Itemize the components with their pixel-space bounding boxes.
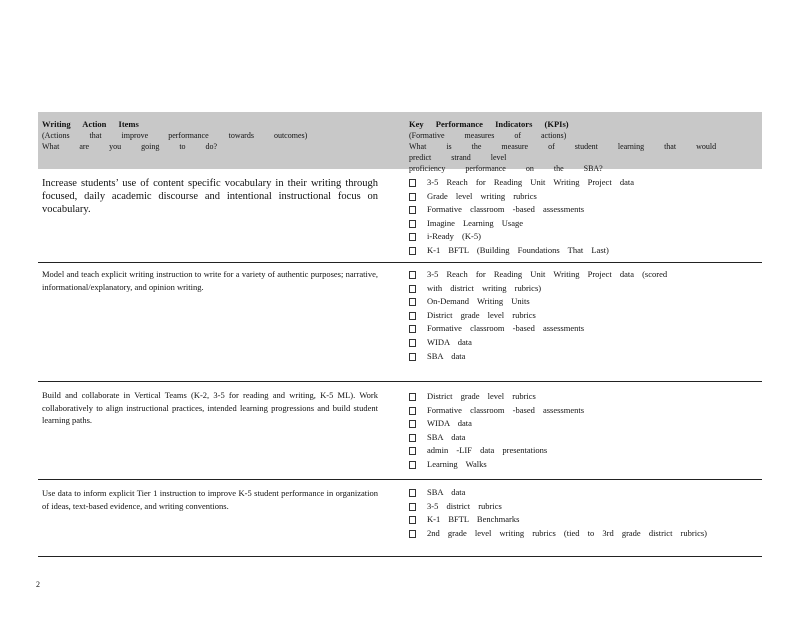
list-item [409,404,759,418]
checkbox-icon [409,325,416,333]
checkbox-icon [409,353,416,361]
checkbox-icon [409,407,416,415]
checkbox-icon [409,193,416,201]
checkbox-icon [409,530,416,538]
kpi-text: On-Demand Writing Units [427,296,530,307]
list-item [409,268,759,282]
list-item [409,217,759,231]
kpi-text: Formative classroom -based assessments [427,323,585,334]
checkbox-icon [409,179,416,187]
list-item [409,500,759,514]
header-action-sub2: What are you going to do? [42,142,218,151]
kpi-text: Imagine Learning Usage [427,217,524,228]
header-kpi-sub3: proficiency performance on the SBA? [409,164,603,173]
kpi-list [409,268,759,363]
kpi-text: WIDA data [427,418,472,429]
list-item [409,190,759,204]
checkbox-icon [409,339,416,347]
checkbox-icon [409,461,416,469]
list-item [409,322,759,336]
kpi-text: District grade level rubrics [427,391,536,401]
header-kpi-sub1: (Formative measures of actions) [409,131,567,140]
checkbox-icon [409,285,416,293]
list-item [409,417,759,431]
kpi-text: District grade level rubrics [427,309,536,320]
checkbox-icon [409,434,416,442]
list-item [409,282,759,296]
table-header [38,112,762,173]
header-action-title: Writing Action Items [42,119,139,129]
kpi-table [38,112,762,557]
header-kpi-sub2: What is the measure of student learning that would predict strand level [409,142,717,162]
checkbox-icon [409,247,416,255]
kpi-text: 3-5 district rubrics [427,500,502,511]
checkbox-icon [409,298,416,306]
list-item [409,336,759,350]
list-item [409,527,759,541]
checkbox-icon [409,312,416,320]
list-item [409,176,759,190]
kpi-text: K-1 BFTL Benchmarks [427,514,520,525]
checkbox-icon [409,206,416,214]
header-action-items [42,119,372,152]
list-item [409,444,759,458]
kpi-text: WIDA data [427,336,472,347]
header-kpis [409,119,749,174]
checkbox-icon [409,220,416,228]
list-item [409,513,759,527]
kpi-list [409,486,759,540]
action-item-text: Use data to inform explicit Tier 1 instruction to improve K-5 student performance in organization of ideas, text-based evidence, and writing conventions. [42,488,378,511]
page-number: 2 [36,580,40,589]
kpi-text: 3-5 Reach for Reading Unit Writing Project data (scored [427,269,668,279]
kpi-text: Formative classroom -based assessments [427,204,585,215]
checkbox-icon [409,489,416,497]
kpi-text: Grade level writing rubrics [427,190,537,201]
action-item-text: Build and collaborate in Vertical Teams (K-2, 3-5 for reading and writing, K-5 ML). Work collaboratively to align instructional practices, intended learning progressions and build student learning paths. [42,390,378,425]
kpi-text: Learning Walks [427,458,487,469]
kpi-text: SBA data [427,431,466,442]
kpi-text: K-1 BFTL (Building Foundations That Last) [427,244,609,255]
list-item [409,309,759,323]
kpi-text: i-Ready (K-5) [427,231,481,242]
checkbox-icon [409,447,416,455]
list-item [409,230,759,244]
table-row [38,382,762,480]
checkbox-icon [409,516,416,524]
kpi-text: 3-5 Reach for Reading Unit Writing Project data [427,177,634,187]
table-row [38,263,762,382]
list-item [409,203,759,217]
list-item [409,390,759,404]
list-item [409,458,759,472]
kpi-text: admin -LIF data presentations [427,445,548,456]
kpi-list [409,176,759,258]
list-item [409,244,759,258]
action-item-text: Increase students’ use of content specific vocabulary in their writing through focused, daily academic discourse and intentional instructional focus on vocabulary. [42,178,378,215]
table-row [38,169,762,263]
header-kpi-title: Key Performance Indicators (KPIs) [409,119,569,129]
action-item-text: Model and teach explicit writing instruction to write for a variety of authentic purposes; narrative, informational/explanatory, and opinion writing. [42,269,378,292]
header-action-sub1: (Actions that improve performance towards outcomes) [42,131,308,140]
table-row [38,480,762,557]
kpi-text: Formative classroom -based assessments [427,404,585,415]
kpi-text: 2nd grade level writing rubrics (tied to 3rd grade district rubrics) [427,527,707,538]
kpi-text: SBA data [427,487,466,497]
checkbox-icon [409,393,416,401]
checkbox-icon [409,271,416,279]
kpi-text: with district writing rubrics) [427,282,542,293]
checkbox-icon [409,503,416,511]
list-item [409,431,759,445]
checkbox-icon [409,233,416,241]
checkbox-icon [409,420,416,428]
list-item [409,486,759,500]
kpi-text: SBA data [427,350,466,361]
list-item [409,350,759,364]
kpi-list [409,390,759,472]
list-item [409,295,759,309]
